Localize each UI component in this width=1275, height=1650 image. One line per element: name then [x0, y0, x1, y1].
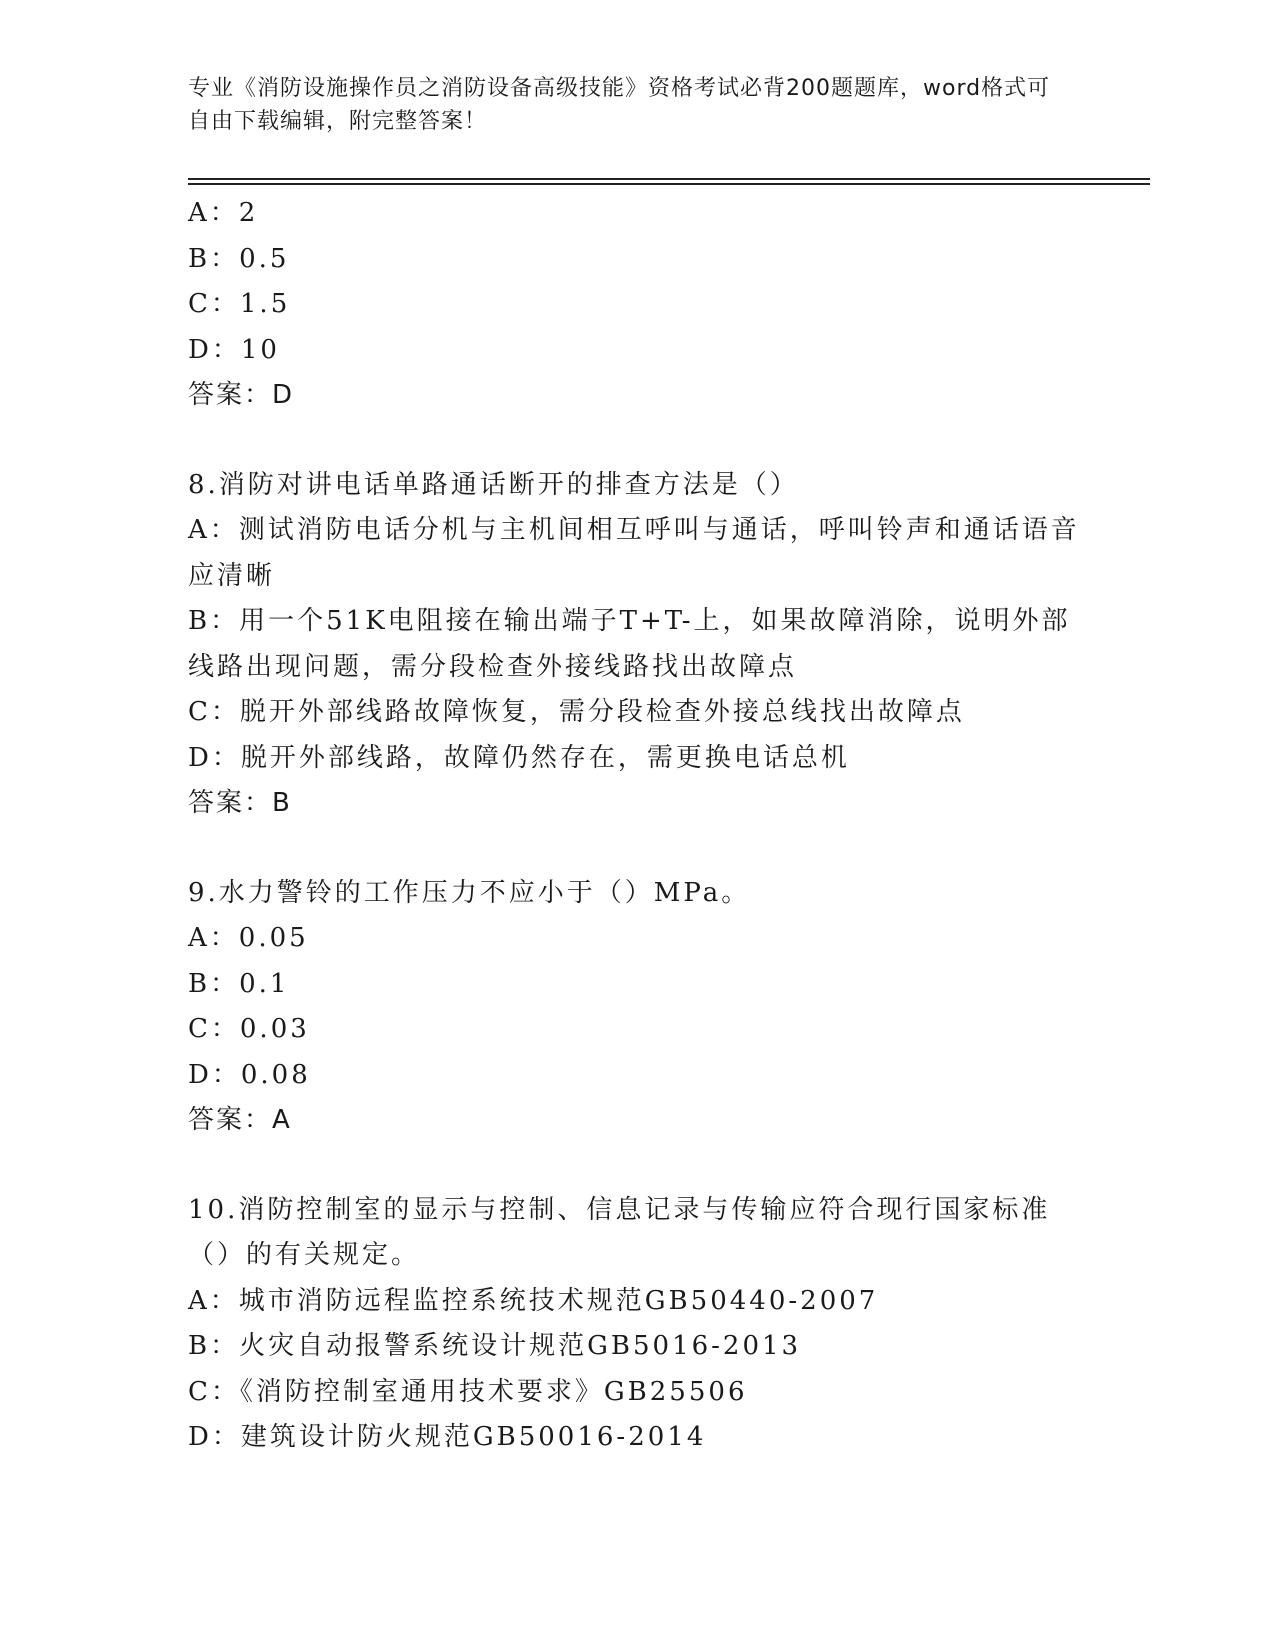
question-block-9 — [188, 871, 1088, 1144]
question-block-10 — [188, 1188, 1088, 1461]
option-c: C：《消防控制室通用技术要求》GB25506 — [188, 1376, 748, 1407]
answer-line: 答案：B — [188, 788, 292, 818]
header-divider-top — [188, 178, 1150, 180]
document-header: 专业《消防设施操作员之消防设备高级技能》资格考试必背200题题库，word格式可自由下载编辑，附完整答案！ — [188, 76, 1051, 134]
option-a: A：0.05 — [188, 923, 309, 953]
option-b: B：用一个51K电阻接在输出端子T+T-上，如果故障消除，说明外部线路出现问题，需分段检查外接线路找出故障点 — [188, 606, 1071, 682]
option-a: A：2 — [188, 198, 259, 228]
option-a: A：测试消防电话分机与主机间相互呼叫与通话，呼叫铃声和通话语音应清晰 — [188, 515, 1080, 591]
option-d: D：0.08 — [188, 1059, 311, 1090]
option-d: D：建筑设计防火规范GB50016-2014 — [188, 1422, 707, 1452]
answer-line: 答案：A — [188, 1105, 292, 1135]
question-text: 8.消防对讲电话单路通话断开的排查方法是（） — [188, 469, 799, 500]
option-b: B：火灾自动报警系统设计规范GB5016-2013 — [188, 1331, 802, 1361]
question-block-8 — [188, 463, 1088, 827]
option-a: A：城市消防远程监控系统技术规范GB50440-2007 — [188, 1285, 879, 1316]
question-text: 10.消防控制室的显示与控制、信息记录与传输应符合现行国家标准（）的有关规定。 — [188, 1194, 1051, 1270]
header-divider-bottom — [188, 183, 1150, 185]
answer-line: 答案：D — [188, 380, 295, 410]
option-b: B：0.5 — [188, 243, 290, 274]
option-b: B：0.1 — [188, 968, 290, 999]
option-d: D：脱开外部线路，故障仍然存在，需更换电话总机 — [188, 742, 850, 773]
option-c: C：0.03 — [188, 1014, 310, 1044]
question-block-7 — [188, 191, 1088, 419]
option-d: D：10 — [188, 334, 280, 365]
option-c: C：脱开外部线路故障恢复，需分段检查外接总线找出故障点 — [188, 697, 965, 727]
question-text: 9.水力警铃的工作压力不应小于（）MPa。 — [188, 877, 751, 908]
option-c: C：1.5 — [188, 289, 291, 319]
question-list — [188, 191, 1088, 1461]
